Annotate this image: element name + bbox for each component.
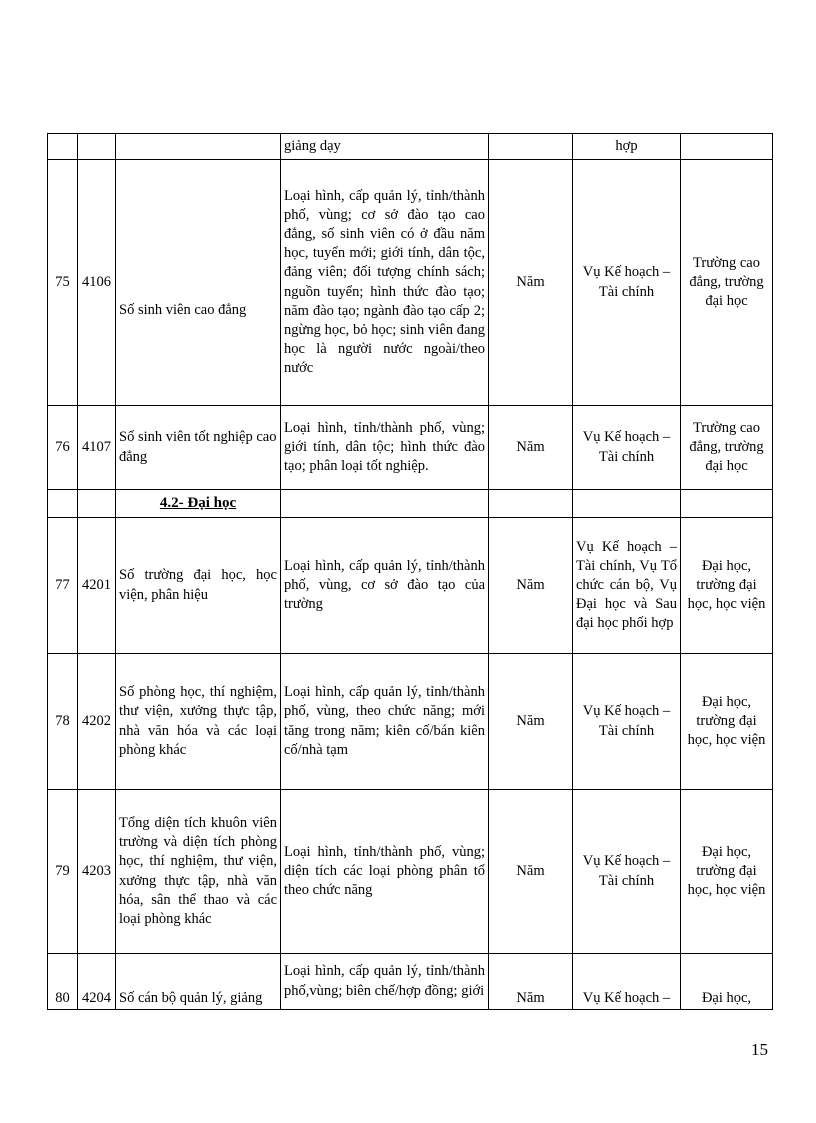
cell-stt: 79	[48, 790, 78, 954]
cell-stt: 77	[48, 518, 78, 654]
cell-attr: Loại hình, tỉnh/thành phố, vùng; diện tích các loại phòng phân tổ theo chức năng	[281, 790, 489, 954]
section-row	[48, 490, 773, 518]
table-row	[48, 518, 773, 654]
cell-code: 4107	[78, 406, 116, 490]
cell-name: Số cán bộ quản lý, giảng	[116, 954, 281, 1010]
table-row	[48, 954, 773, 1010]
table-row	[48, 790, 773, 954]
cell-name: Số phòng học, thí nghiệm, thư viện, xưởng thực tập, nhà văn hóa và các loại phòng khác	[116, 654, 281, 790]
cell-attr: Loại hình, cấp quản lý, tỉnh/thành phố, vùng; cơ sở đào tạo cao đẳng, số sinh viên có ở đầu năm học, tuyển mới; giới tính, dân tộc, đảng viên; đối tượng chính sách; nguồn tuyển; hình thức đào tạo; năm đào tạo; ngành đào tạo cấp 2; ngừng học, bỏ học; sinh viên đang học là người nước ngoài/theo nước	[281, 160, 489, 406]
cell-attr: Loại hình, cấp quản lý, tỉnh/thành phố, vùng, cơ sở đào tạo của trường	[281, 518, 489, 654]
cell-stt: 75	[48, 160, 78, 406]
cell-name: Tổng diện tích khuôn viên trường và diện tích phòng học, thí nghiệm, thư viện, xưởng thực tập, nhà văn hóa, sân thể thao và các loại phòng khác	[116, 790, 281, 954]
cell-stt: 80	[48, 954, 78, 1010]
table-row	[48, 406, 773, 490]
cell-period: Năm	[489, 160, 573, 406]
cell-source: Đại học,	[681, 954, 773, 1010]
cell-attr: Loại hình, cấp quản lý, tỉnh/thành phố,vùng; biên chế/hợp đồng; giới	[281, 954, 489, 1010]
table-row	[48, 654, 773, 790]
cell-stt: 78	[48, 654, 78, 790]
indicator-table	[47, 133, 773, 1010]
cell-org: Vụ Kế hoạch –	[573, 954, 681, 1010]
cell-org: Vụ Kế hoạch – Tài chính	[573, 790, 681, 954]
cell-name: Số sinh viên cao đẳng	[116, 160, 281, 406]
cell-attr: Loại hình, tỉnh/thành phố, vùng; giới tính, dân tộc; hình thức đào tạo; phân loại tốt nghiệp.	[281, 406, 489, 490]
cell-stt: 76	[48, 406, 78, 490]
cell-org: hợp	[573, 134, 681, 160]
cell-code: 4204	[78, 954, 116, 1010]
cell-source: Đại học, trường đại học, học viện	[681, 654, 773, 790]
cell-source: Đại học, trường đại học, học viện	[681, 518, 773, 654]
cell-period: Năm	[489, 954, 573, 1010]
cell-code: 4201	[78, 518, 116, 654]
cell-org: Vụ Kế hoạch – Tài chính	[573, 406, 681, 490]
cell-period: Năm	[489, 790, 573, 954]
cell-code: 4106	[78, 160, 116, 406]
section-title: 4.2- Đại học	[116, 490, 281, 518]
cell-attr: Loại hình, cấp quản lý, tỉnh/thành phố, vùng, theo chức năng; mới tăng trong năm; kiên cố/bán kiên cố/nhà tạm	[281, 654, 489, 790]
cell-code: 4202	[78, 654, 116, 790]
cell-period: Năm	[489, 406, 573, 490]
cell-source: Trường cao đẳng, trường đại học	[681, 406, 773, 490]
cell-org: Vụ Kế hoạch – Tài chính	[573, 160, 681, 406]
cell-code: 4203	[78, 790, 116, 954]
cell-org: Vụ Kế hoạch – Tài chính	[573, 654, 681, 790]
page-number: 15	[751, 1040, 768, 1059]
cell-attr: giảng dạy	[281, 134, 489, 160]
cell-period: Năm	[489, 654, 573, 790]
cell-org: Vụ Kế hoạch – Tài chính, Vụ Tổ chức cán bộ, Vụ Đại học và Sau đại học phối hợp	[573, 518, 681, 654]
table-row-continued	[48, 134, 773, 160]
cell-period: Năm	[489, 518, 573, 654]
cell-source: Đại học, trường đại học, học viện	[681, 790, 773, 954]
cell-source: Trường cao đẳng, trường đại học	[681, 160, 773, 406]
cell-name: Số trường đại học, học viện, phân hiệu	[116, 518, 281, 654]
cell-name: Số sinh viên tốt nghiệp cao đẳng	[116, 406, 281, 490]
table-row	[48, 160, 773, 406]
